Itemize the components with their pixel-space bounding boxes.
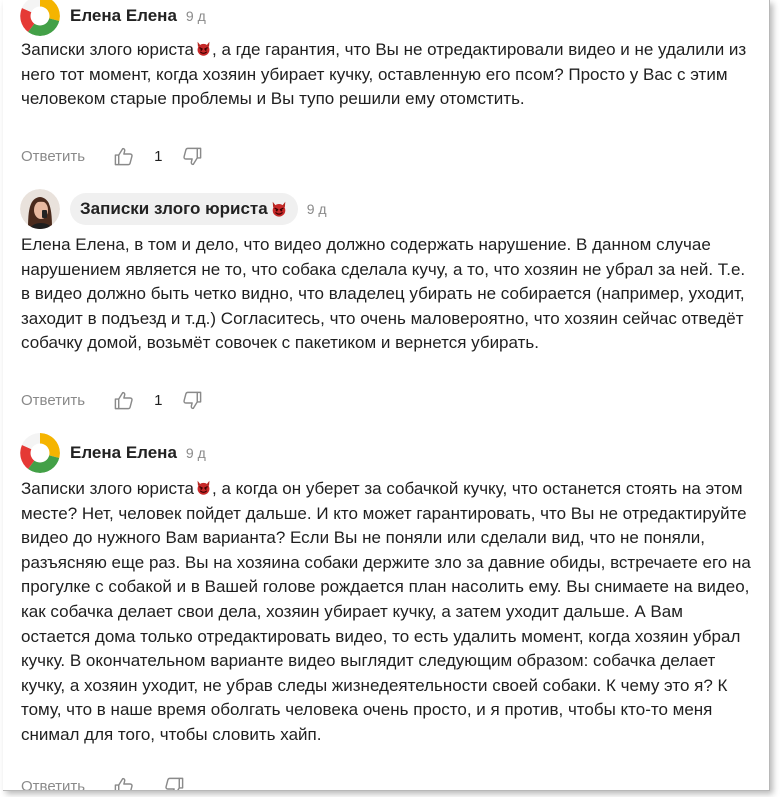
like-button[interactable] [113,146,134,167]
comment-time: 9 д [185,8,206,24]
mention-link[interactable]: Записки злого юриста [21,479,195,498]
avatar[interactable] [20,433,60,473]
comment-text-body: , а когда он уберет за собачкой кучку, что останется стоять на этом месте? Нет, человек пойдет дальше. И кто может гарантировать, что Вы не отредактируйте видео до нужного Вам варианта? Если Вы не поняли или сделали вид, что не поняли, разъясняю еще раз. Вы на хозяина собаки держите зло за давние обиды, встречаете его на прогулке с собакой и в Вашей голове рождается план насолить ему. Вы снимаете на видео, как собачка делает свои дела, хозяин убирает кучку, а затем уходит дальше. А Вам остается дома только отредактировать видео, то есть удалить момент, когда хозяин убрал кучку. В окончательном варианте видео выглядит следующим образом: собачка делает кучку, а хозяин уходит, не убрав следы жизнедеятельности своей собаки. К чему это я? К тому, что в наше время оболгать человека очень просто, и я против, чтобы кто-то меня снимал для того, чтобы словить хайп. [21,479,751,744]
thumbs-up-icon [113,146,134,167]
like-count: 1 [154,391,163,409]
avatar[interactable] [20,189,60,229]
comment-header [20,189,327,229]
comment-text: Елена Елена, в том и дело, что видео должно содержать нарушение. В данном случае нарушением является не то, что собака сделала кучу, а то, что хозяин не убрал за ней. Т.е. в видео должно быть четко видно, что владелец убирать не собирается (например, уходит, заходит в подъезд и т.д.) Согласитесь, что очень маловероятно, что хозяин сейчас отведёт собачку домой, возьмёт совочек с пакетиком и вернется убирать. [21,235,746,353]
comment-header [20,433,206,473]
like-button[interactable] [113,776,134,792]
comment-text [21,477,751,748]
devil-emoji-icon [195,479,212,496]
comment-actions [21,388,203,412]
author-name-pill[interactable] [70,193,298,225]
thumbs-down-icon [164,776,185,792]
dislike-button[interactable] [164,776,185,792]
multicolor-avatar-icon [20,0,60,36]
reply-button[interactable]: Ответить [21,391,86,409]
devil-emoji-icon [195,40,212,57]
thumbs-down-icon [182,390,203,411]
reply-button[interactable]: Ответить [21,777,86,791]
comment-time: 9 д [306,201,327,217]
reply-button[interactable]: Ответить [21,147,86,165]
author-photo-icon [20,189,60,229]
author-name[interactable]: Елена Елена [70,443,177,462]
comment-actions [21,774,185,791]
like-count: 1 [154,147,163,165]
author-name: Записки злого юриста [80,199,268,218]
comment-text [21,38,751,112]
comments-panel [3,0,770,791]
avatar[interactable] [20,0,60,36]
thumbs-up-icon [113,776,134,792]
dislike-button[interactable] [182,146,203,167]
thumbs-up-icon [113,390,134,411]
like-button[interactable] [113,390,134,411]
thumbs-down-icon [182,146,203,167]
comment-time: 9 д [185,445,206,461]
dislike-button[interactable] [182,390,203,411]
author-name[interactable]: Елена Елена [70,6,177,25]
comment-header [20,0,206,36]
mention-link[interactable]: Записки злого юриста [21,40,195,59]
multicolor-avatar-icon [20,433,60,473]
comment-text-body: , а где гарантия, что Вы не отредактировали видео и не удалили из него тот момент, когда хозяин убирает кучку, оставленную его псом? Просто у Вас с этим человеком старые проблемы и Вы тупо решили ему отомстить. [21,40,747,109]
comment-actions [21,144,203,168]
devil-emoji-icon [270,200,288,218]
